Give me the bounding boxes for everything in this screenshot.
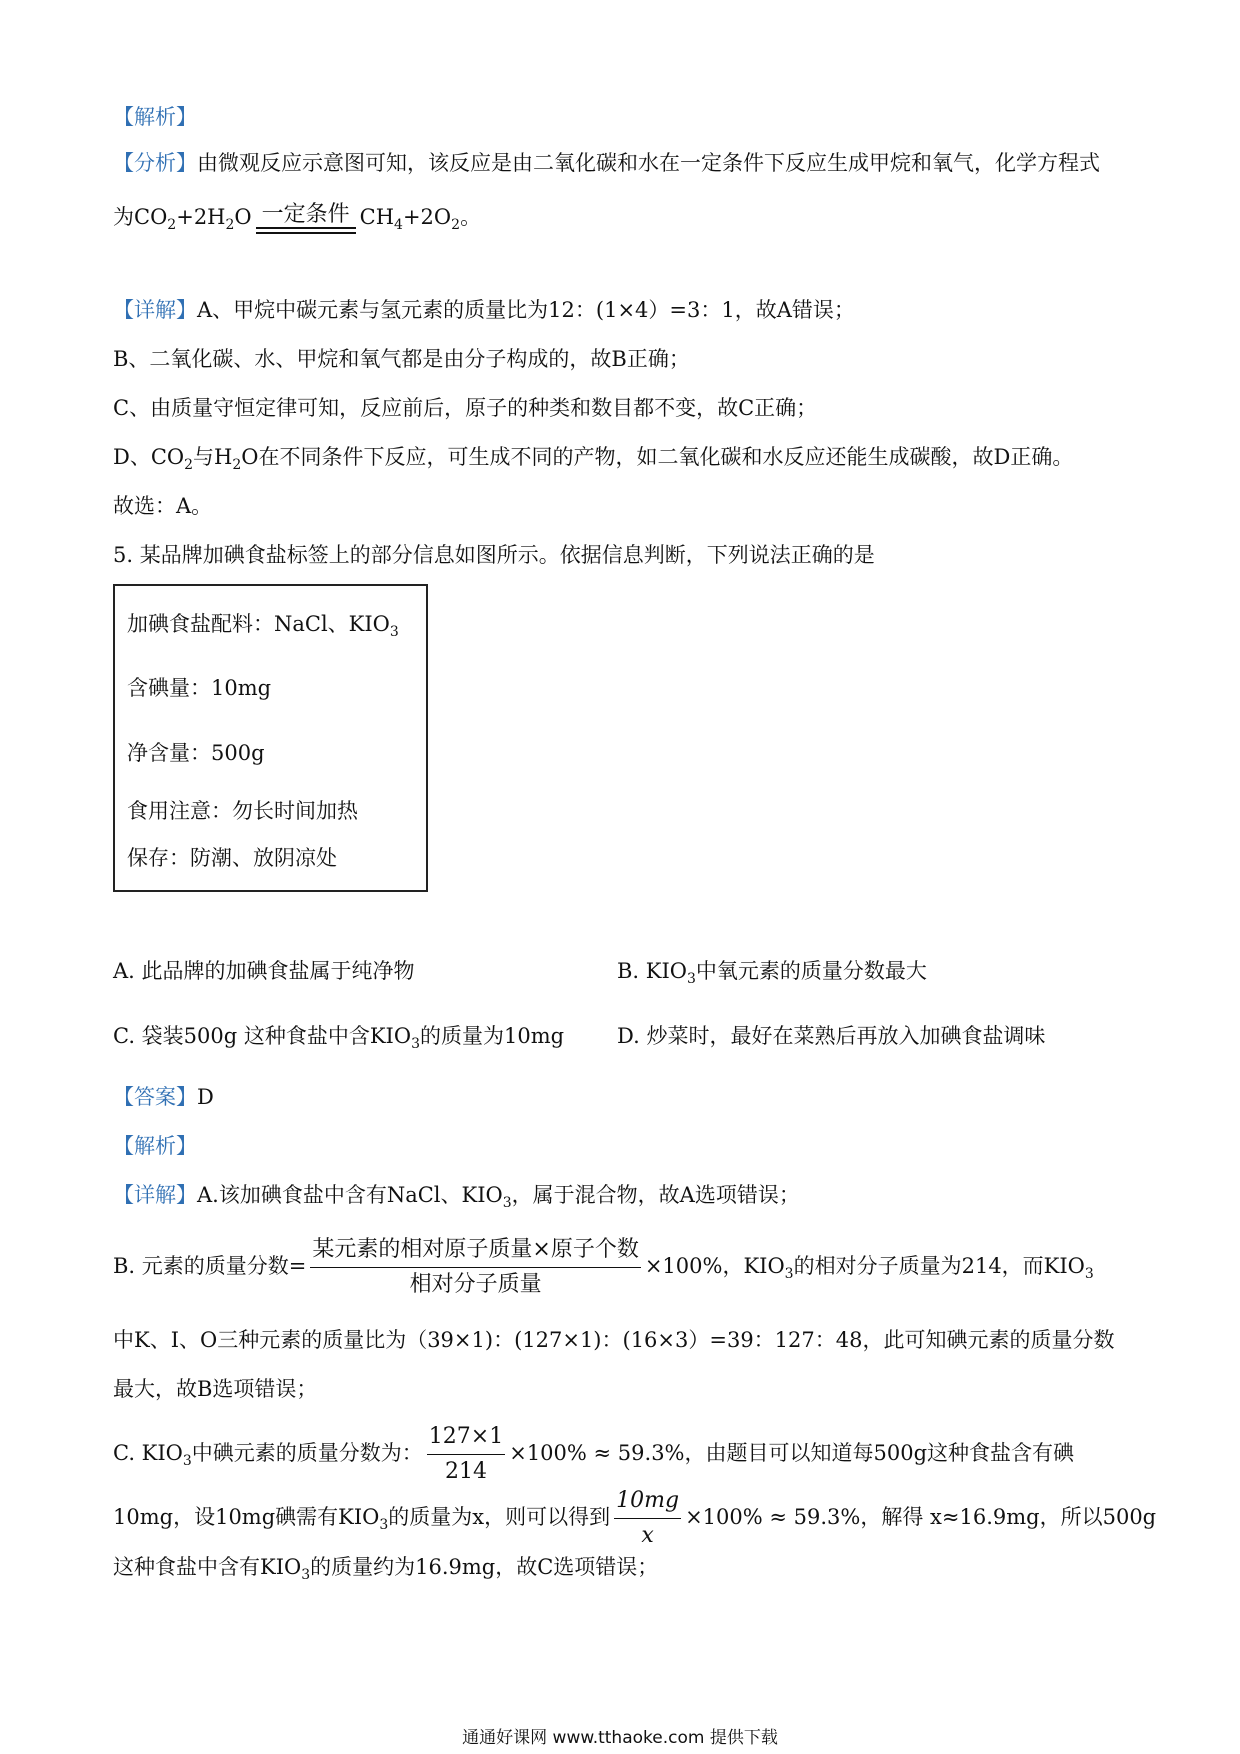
equation-condition: 一定条件 xyxy=(261,202,350,227)
detail-a: 【详解】A、甲烷中碳元素与氢元素的质量比为12：(1×4）=3：1，故A错误； xyxy=(113,298,855,322)
page-footer: 通通好课网 www.tthaoke.com 提供下载 xyxy=(462,1728,778,1748)
option-a: A. 此品牌的加碘食盐属于纯净物 xyxy=(113,959,415,983)
detail-c: C、由质量守恒定律可知，反应前后，原子的种类和数目都不变，故C正确； xyxy=(113,396,818,420)
q5-detail-b-formula: B. 元素的质量分数= $\frac{\text{某元素的相对原子质量×原子个数}}{\text{相对分子质量}}$ ×100%，$KIO_3$的相对分子质量为214，而$KIO_3$ xyxy=(113,1231,1094,1309)
equation-condition-bar xyxy=(256,203,356,234)
detail-d: D、$CO_2$与$H_2O$在不同条件下反应，可生成不同的产物，如二氧化碳和水反应还能生成碳酸，故D正确。 xyxy=(113,445,1074,473)
label-iodine: 含碘量：10mg xyxy=(127,676,272,700)
kio3-mass-fraction: $\frac{10mg}{x}$ xyxy=(616,1488,680,1548)
q5-detail-b-line3: 最大，故B选项错误； xyxy=(113,1377,318,1401)
chemical-equation: 为$CO_2+2H_2O$ 一定条件 $CH_4+2O_2$。 xyxy=(113,202,482,233)
q5-detail-a: 【详解】A.该加碘食盐中含有NaCl、$KIO_3$，属于混合物，故A选项错误； xyxy=(113,1183,800,1211)
q5-detail-c-line2: 10mg，设10mg碘需有$KIO_3$的质量为x，则可以得到 $\frac{10mg}{x}$ ×100% ≈ 59.3%，解得 x≈16.9mg，所以500g xyxy=(113,1482,1156,1560)
analysis-paragraph xyxy=(113,148,1100,178)
question-5-stem: 5. 某品牌加碘食盐标签上的部分信息如图所示。依据信息判断，下列说法正确的是 xyxy=(113,543,875,567)
answer-tag: 【答案】 xyxy=(113,1085,197,1109)
analysis-text: 由微观反应示意图可知，该反应是由二氧化碳和水在一定条件下反应生成甲烷和氧气，化学方程式 xyxy=(197,151,1100,175)
section-heading-jiexi: 【解析】 xyxy=(113,105,197,129)
iodine-fraction: $\frac{127\times 1}{214}$ xyxy=(428,1424,504,1484)
q5-detail-c-line3: 这种食盐中含有$KIO_3$的质量约为16.9mg，故C选项错误； xyxy=(113,1555,659,1583)
conclusion: 故选：A。 xyxy=(113,494,213,518)
mass-fraction-formula: $\frac{\text{某元素的相对原子质量×原子个数}}{\text{相对分子质量}}$ xyxy=(312,1237,639,1297)
label-net-content: 净含量：500g xyxy=(127,741,265,765)
label-ingredients: 加碘食盐配料：NaCl、$KIO_3$ xyxy=(127,612,399,640)
salt-label-box xyxy=(113,584,428,892)
option-d: D. 炒菜时，最好在菜熟后再放入加碘食盐调味 xyxy=(617,1024,1046,1048)
detail-tag: 【详解】 xyxy=(113,298,197,322)
section-heading-jiexi-2: 【解析】 xyxy=(113,1134,197,1158)
answer-line xyxy=(113,1082,214,1112)
equation-prefix: 为 xyxy=(113,205,134,229)
detail-b: B、二氧化碳、水、甲烷和氧气都是由分子构成的，故B正确； xyxy=(113,347,690,371)
label-notice: 食用注意：勿长时间加热 xyxy=(127,799,358,823)
answer-value: D xyxy=(197,1085,214,1109)
q5-detail-c-line1: C. $KIO_3$中碘元素的质量分数为： $\frac{127\times 1}{214}$ ×100% ≈ 59.3%，由题目可以知道每500g这种食盐含有碘 xyxy=(113,1418,1074,1496)
analysis-tag: 【分析】 xyxy=(113,151,197,175)
q5-detail-b-line2: 中K、I、O三种元素的质量比为（39×1)：(127×1)：(16×3）=39：127：48，此可知碘元素的质量分数 xyxy=(113,1328,1115,1352)
option-c: C. 袋装500g 这种食盐中含$KIO_3$的质量为10mg xyxy=(113,1024,565,1052)
option-b: B. $KIO_3$中氧元素的质量分数最大 xyxy=(617,959,927,987)
label-storage: 保存：防潮、放阴凉处 xyxy=(127,846,337,870)
